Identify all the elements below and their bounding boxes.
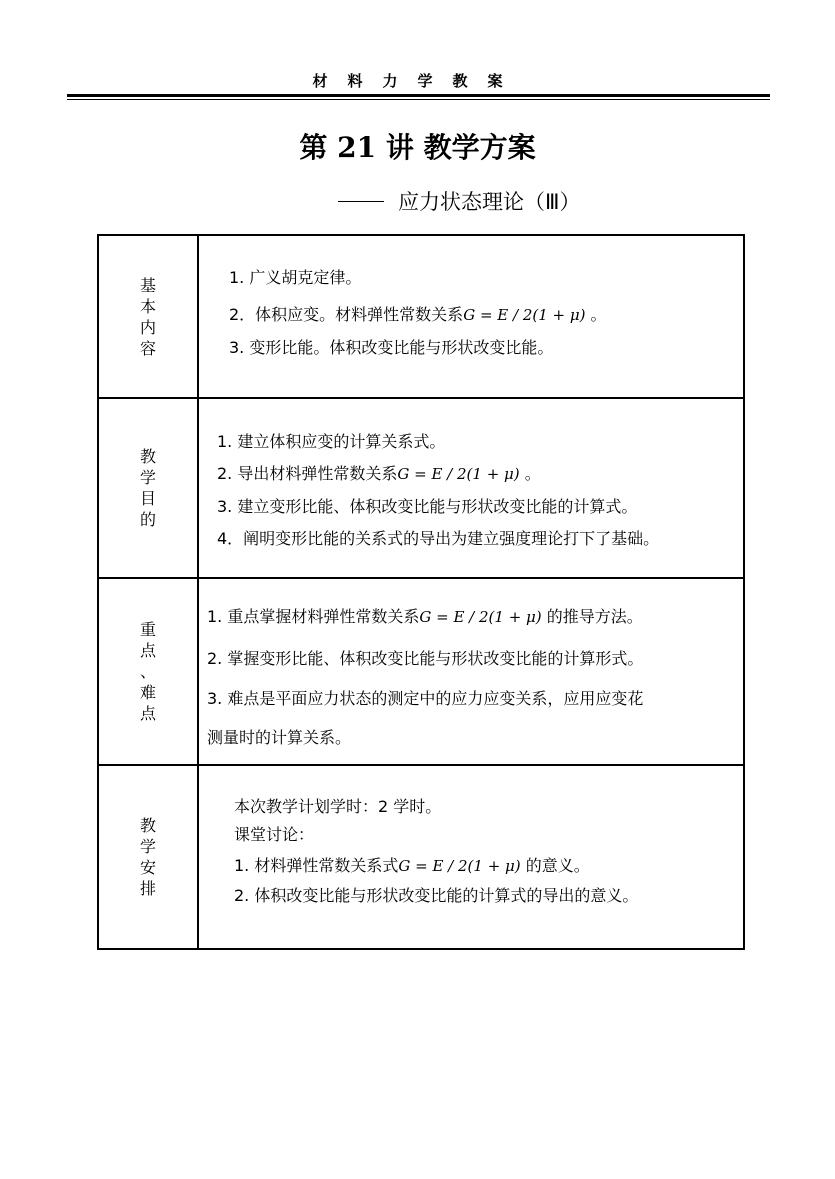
row-label-char: 、: [139, 662, 156, 681]
page-subtitle: [338, 186, 580, 216]
row-label-char: 学: [139, 837, 156, 856]
row-label-char: 学: [139, 468, 156, 487]
row-content-basic-content: [199, 236, 743, 397]
content-line: 1. 广义胡克定律。: [229, 268, 362, 287]
content-line: 2. 导出材料弹性常数关系G = E / 2(1 + μ) 。: [217, 464, 541, 483]
row-content-teaching-arrangement: [199, 766, 743, 948]
row-label-char: 基: [139, 275, 156, 295]
table-row-teaching-arrangement: [99, 766, 743, 948]
header-rule-thick: [67, 94, 770, 97]
elastic-constant-formula: G = E / 2(1 + μ): [397, 465, 520, 483]
table-row-teaching-objectives: [99, 399, 743, 579]
content-line: 2．体积应变。材料弹性常数关系G = E / 2(1 + μ) 。: [229, 305, 607, 324]
row-label-char: 容: [139, 338, 156, 358]
row-label-char: 本: [139, 296, 156, 316]
row-label-char: 点: [139, 704, 156, 723]
row-label-char: 重: [139, 620, 156, 639]
table-row-key-points: [99, 579, 743, 766]
subtitle-dash: [338, 201, 384, 202]
row-label-char: 内: [139, 317, 156, 337]
row-label-char: 排: [139, 879, 156, 898]
row-label-char: 目: [139, 489, 156, 508]
content-line: 1. 重点掌握材料弹性常数关系G = E / 2(1 + μ) 的推导方法。: [207, 607, 643, 626]
content-line: 1. 材料弹性常数关系式G = E / 2(1 + μ) 的意义。: [234, 856, 590, 875]
content-line: 本次教学计划学时：2 学时。: [234, 797, 442, 816]
elastic-constant-formula: G = E / 2(1 + μ): [419, 608, 542, 626]
row-label-basic-content: [99, 236, 199, 397]
row-label-char: 的: [139, 510, 156, 529]
content-line: 2. 体积改变比能与形状改变比能的计算式的导出的意义。: [234, 886, 639, 905]
table-row-basic-content: [99, 236, 743, 399]
row-label-teaching-objectives: [99, 399, 199, 577]
elastic-constant-formula: G = E / 2(1 + μ): [463, 306, 586, 324]
elastic-constant-formula: G = E / 2(1 + μ): [398, 857, 521, 875]
row-label-key-points: [99, 579, 199, 764]
row-content-teaching-objectives: [199, 399, 743, 577]
content-line: 1. 建立体积应变的计算关系式。: [217, 432, 446, 451]
page-title: 第 21 讲 教学方案: [299, 131, 536, 164]
row-label-teaching-arrangement: [99, 766, 199, 948]
content-line: 3. 难点是平面应力状态的测定中的应力应变关系，应用应变花: [207, 689, 644, 708]
header-rule-thin: [67, 99, 770, 100]
content-line: 2. 掌握变形比能、体积改变比能与形状改变比能的计算形式。: [207, 649, 644, 668]
row-label-char: 教: [139, 447, 156, 466]
row-label-char: 安: [139, 858, 156, 877]
row-label-char: 难: [139, 683, 156, 702]
content-line: 测量时的计算关系。: [207, 728, 352, 747]
lesson-plan-table: [97, 234, 745, 950]
content-line: 3. 建立变形比能、体积改变比能与形状改变比能的计算式。: [217, 497, 638, 516]
content-line: 4．阐明变形比能的关系式的导出为建立强度理论打下了基础。: [217, 529, 660, 548]
content-line: 3. 变形比能。体积改变比能与形状改变比能。: [229, 338, 554, 357]
row-label-char: 点: [139, 641, 156, 660]
row-label-char: 教: [139, 816, 156, 835]
running-header: 材料力学教案: [312, 72, 523, 90]
row-content-key-points: [199, 579, 743, 764]
content-line: 课堂讨论：: [234, 825, 315, 844]
subtitle-text: 应力状态理论（Ⅲ）: [398, 190, 581, 214]
